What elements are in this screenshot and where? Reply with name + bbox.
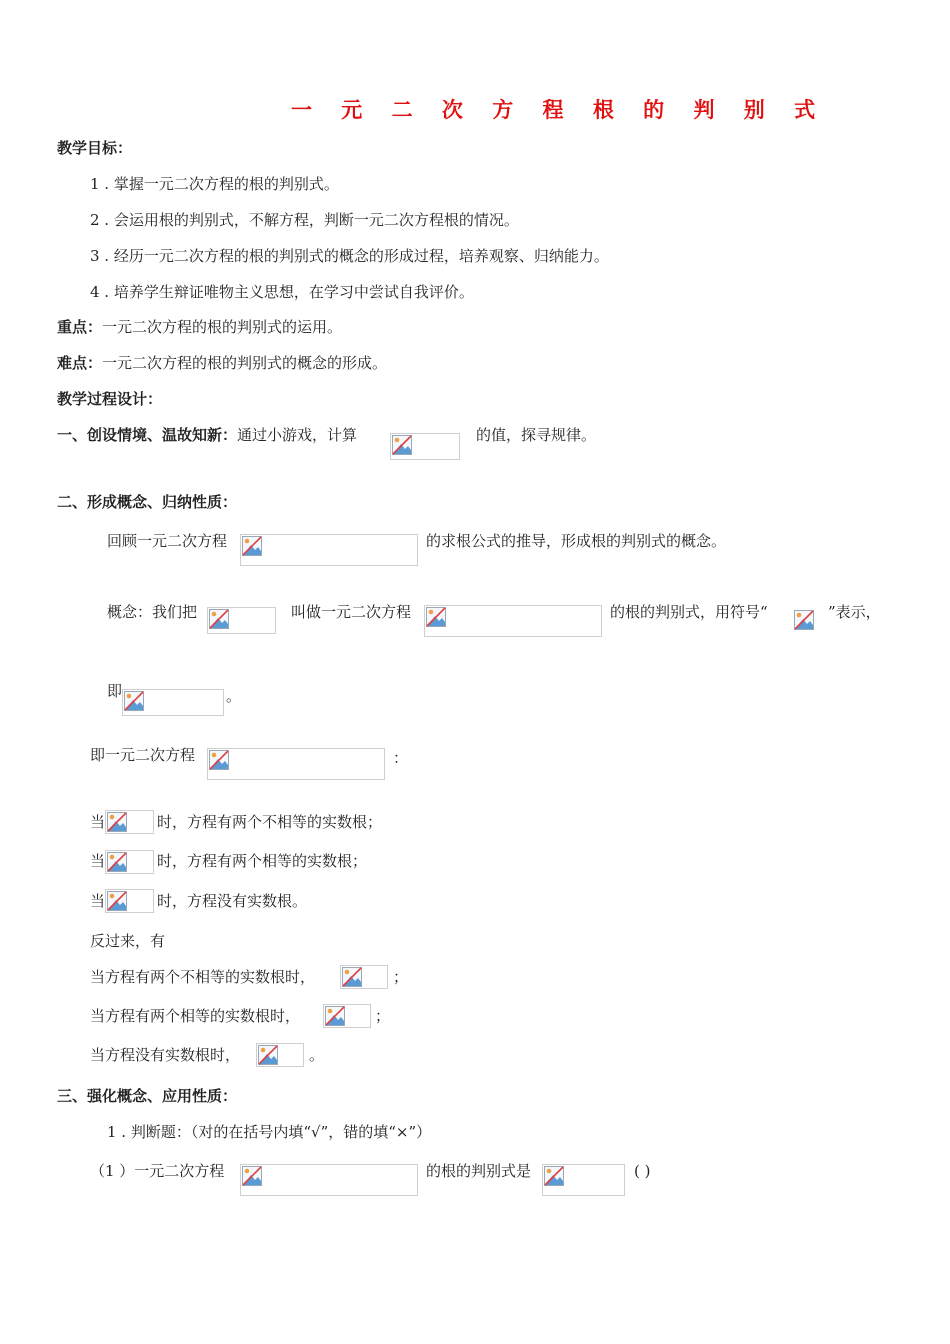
broken-image-icon (207, 607, 276, 634)
difficulty-label: 难点： (57, 354, 103, 372)
semicolon: ； (393, 968, 409, 986)
broken-image-icon (542, 1164, 625, 1196)
objective-item: 3 . 经历一元二次方程的根的判别式的概念的形成过程，培养观察、归纳能力。 (90, 247, 609, 265)
section1-heading: 一、创设情境、温故知新： (57, 426, 238, 444)
section3-heading: 三、强化概念、应用性质： (57, 1087, 238, 1105)
concept-text: 的根的判别式，用符号“ (610, 603, 768, 621)
case-text: 时，方程没有实数根。 (157, 892, 308, 910)
section3-item: 1 . 判断题：（对的在括号内填“√”，错的填“×”） (107, 1123, 432, 1141)
case-text: 时，方程有两个不相等的实数根； (157, 813, 383, 831)
period: 。 (226, 687, 242, 705)
answer-parentheses: ( ) (634, 1162, 651, 1180)
broken-image-icon (105, 850, 154, 874)
broken-image-icon (793, 609, 817, 632)
broken-image-icon (105, 810, 154, 834)
concept-text: 概念：我们把 (107, 603, 198, 621)
objective-item: 2 . 会运用根的判别式，不解方程，判断一元二次方程根的情况。 (90, 211, 519, 229)
broken-image-icon (256, 1043, 304, 1067)
broken-image-icon (122, 689, 224, 716)
broken-image-icon (424, 605, 602, 637)
difficulty (57, 353, 387, 373)
question-text: （1 ）一元二次方程 (90, 1162, 225, 1180)
broken-image-icon (340, 965, 388, 989)
concept-text: ”表示， (828, 603, 881, 621)
key-point-label: 重点： (57, 318, 103, 336)
section1-line (57, 425, 357, 445)
broken-image-icon (323, 1004, 371, 1028)
conversely-text: 反过来，有 (90, 932, 166, 950)
key-point (57, 317, 342, 337)
namely-text: 即 (107, 682, 123, 700)
objective-item: 4 . 培养学生辩证唯物主义思想，在学习中尝试自我评价。 (90, 283, 474, 301)
broken-image-icon (390, 433, 460, 460)
review-text-end: 的求根公式的推导，形成根的判别式的概念。 (426, 532, 727, 550)
objectives-heading: 教学目标： (57, 139, 133, 157)
period: 。 (309, 1046, 325, 1064)
broken-image-icon (240, 1164, 418, 1196)
when-text: 当 (90, 813, 106, 831)
objective-item: 1 . 掌握一元二次方程的根的判别式。 (90, 175, 339, 193)
broken-image-icon (207, 748, 385, 780)
reverse-text: 当方程有两个相等的实数根时， (90, 1007, 301, 1025)
when-text: 当 (90, 852, 106, 870)
semicolon: ； (375, 1007, 391, 1025)
broken-image-icon (105, 889, 154, 913)
case-text: 时，方程有两个相等的实数根； (157, 852, 368, 870)
concept-text: 叫做一元二次方程 (291, 603, 412, 621)
section1-text: 通过小游戏，计算 (237, 426, 358, 444)
difficulty-text: 一元二次方程的根的判别式的概念的形成。 (102, 354, 388, 372)
reverse-text: 当方程有两个不相等的实数根时， (90, 968, 316, 986)
reverse-text: 当方程没有实数根时， (90, 1046, 241, 1064)
when-text: 当 (90, 892, 106, 910)
section2-heading: 二、形成概念、归纳性质： (57, 493, 238, 511)
review-text: 回顾一元二次方程 (107, 532, 228, 550)
colon: ： (393, 749, 409, 767)
key-point-text: 一元二次方程的根的判别式的运用。 (102, 318, 343, 336)
process-heading: 教学过程设计： (57, 390, 163, 408)
section1-text-end: 的值，探寻规律。 (476, 426, 597, 444)
broken-image-icon (240, 534, 418, 566)
page-title: 一 元 二 次 方 程 根 的 判 别 式 (291, 98, 827, 122)
question-text: 的根的判别式是 (426, 1162, 532, 1180)
namely2-text: 即一元二次方程 (90, 746, 196, 764)
